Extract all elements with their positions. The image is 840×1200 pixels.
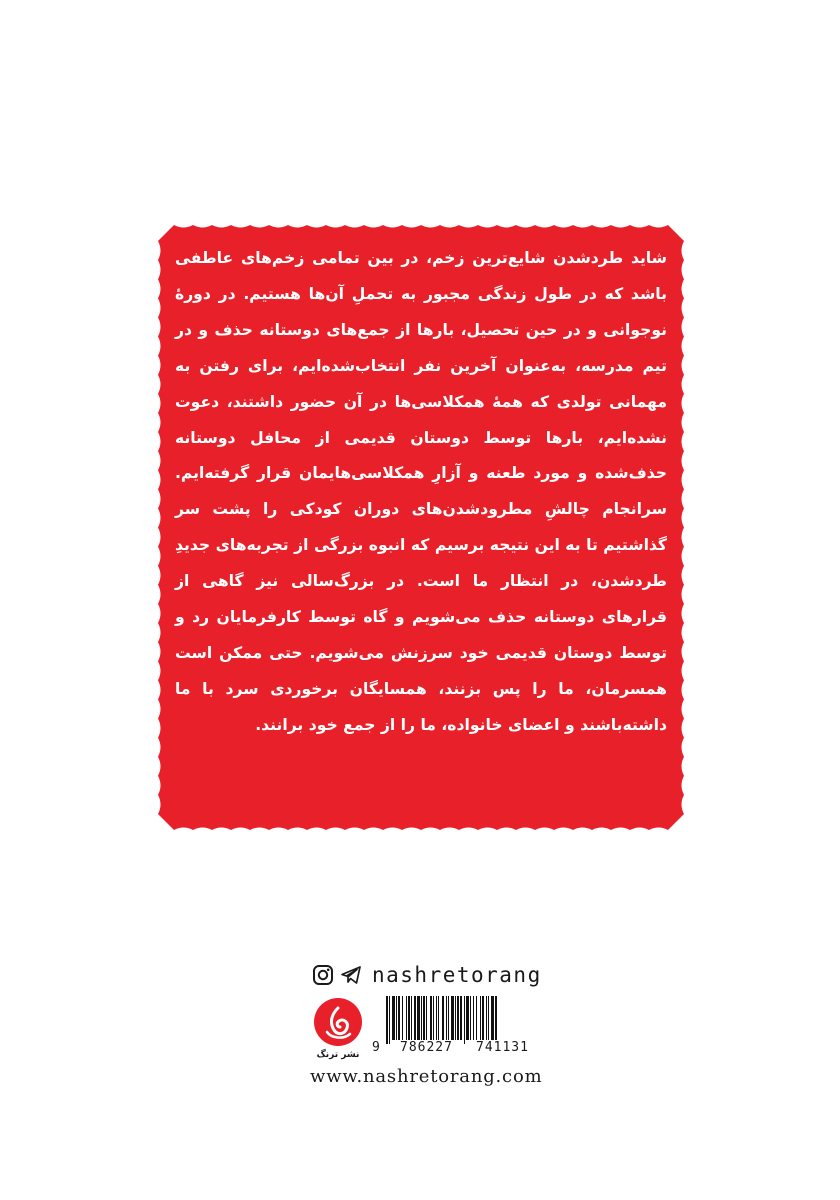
barcode-bar bbox=[423, 996, 425, 1040]
barcode-bar bbox=[392, 996, 395, 1040]
social-handle[interactable]: nashretorang bbox=[372, 963, 542, 987]
barcode-bar bbox=[488, 996, 489, 1040]
barcode-bar bbox=[421, 996, 422, 1040]
barcode-bar bbox=[386, 996, 388, 1044]
barcode-bar bbox=[446, 996, 447, 1040]
barcode-bar bbox=[460, 996, 462, 1040]
back-cover-blurb-panel bbox=[158, 225, 684, 830]
barcode-bar bbox=[448, 996, 449, 1040]
barcode-bar bbox=[398, 996, 400, 1040]
isbn-right-group: 741131 bbox=[476, 1040, 529, 1055]
social-row bbox=[312, 960, 542, 990]
barcode-bar bbox=[464, 996, 465, 1044]
barcode-bar bbox=[482, 996, 484, 1040]
barcode-bar bbox=[495, 996, 497, 1040]
blurb-text: شاید طردشدن شایع‌ترین زخم، در بین تمامی زخم‌های عاطفی باشد که در طول زندگی مجبور به تحملِ آن‌ها هستیم. در دورهٔ نوجوانی و در حین تحصیل، بارها از جمع‌های دوستانه حذف و در تیم مدرسه، به‌عنوان آخرین نفر انتخاب‌شده‌ایم، برای رفتن به مهمانی تولدی که همهٔ همکلاسی‌ها در آن حضور داشتند، دعوت نشده‌ایم، بارها توسط دوستان قدیمی از محافل دوستانه حذف‌شده و مورد طعنه و آزارِ همکلاسی‌هایمان قرار گرفته‌ایم. سرانجام چالشِ مطرودشدن‌های دوران کودکی را پشت سر گذاشتیم تا به این نتیجه برسیم که انبوه بزرگی از تجربه‌های جدیدِ طردشدن، در انتظار ما است. در بزرگ‌سالی نیز گاهی از قرارهای دوستانه حذف می‌شویم و گاه توسط کارفرمایان رد و توسط دوستان قدیمی خود سرزنش می‌شویم. حتی ممکن است همسرمان، ما را پس بزنند، همسایگان برخوردی سرد با ما داشته‌باشند و اعضای خانواده، ما را از جمع خود برانند. bbox=[175, 249, 667, 734]
isbn-left-group: 786227 bbox=[400, 1040, 453, 1055]
barcode-bar bbox=[451, 996, 454, 1040]
barcode-bar bbox=[470, 996, 471, 1040]
barcode-bar bbox=[486, 996, 487, 1040]
instagram-icon[interactable] bbox=[312, 964, 334, 986]
barcode-bar bbox=[406, 996, 407, 1040]
isbn-first-digit: 9 bbox=[372, 1040, 380, 1055]
barcode-bar bbox=[466, 996, 469, 1040]
barcode-bar bbox=[396, 996, 397, 1040]
barcode-bar bbox=[402, 996, 403, 1040]
barcode-bar bbox=[455, 996, 456, 1040]
publisher-name: نشر ترنگ bbox=[316, 1050, 360, 1060]
barcode-bars bbox=[386, 996, 542, 1044]
barcode-bar bbox=[480, 996, 481, 1040]
barcode-bar bbox=[457, 996, 459, 1040]
barcode-bar bbox=[411, 996, 412, 1040]
barcode-bar bbox=[426, 996, 427, 1040]
barcode-bar bbox=[473, 996, 474, 1040]
barcode-bar bbox=[436, 996, 437, 1040]
barcode-bar bbox=[476, 996, 477, 1040]
website-url[interactable]: www.nashretorang.com bbox=[310, 1066, 543, 1087]
barcode-bar bbox=[414, 996, 416, 1040]
barcode-bar bbox=[491, 996, 494, 1040]
barcode-bar bbox=[430, 996, 432, 1040]
isbn-barcode bbox=[372, 996, 544, 1058]
barcode-bar bbox=[433, 996, 434, 1040]
barcode-bar bbox=[389, 996, 390, 1044]
barcode-bar bbox=[408, 996, 410, 1040]
barcode-bar bbox=[438, 996, 439, 1040]
telegram-icon[interactable] bbox=[340, 964, 362, 986]
barcode-bar bbox=[442, 996, 444, 1040]
barcode-bar bbox=[417, 996, 420, 1040]
